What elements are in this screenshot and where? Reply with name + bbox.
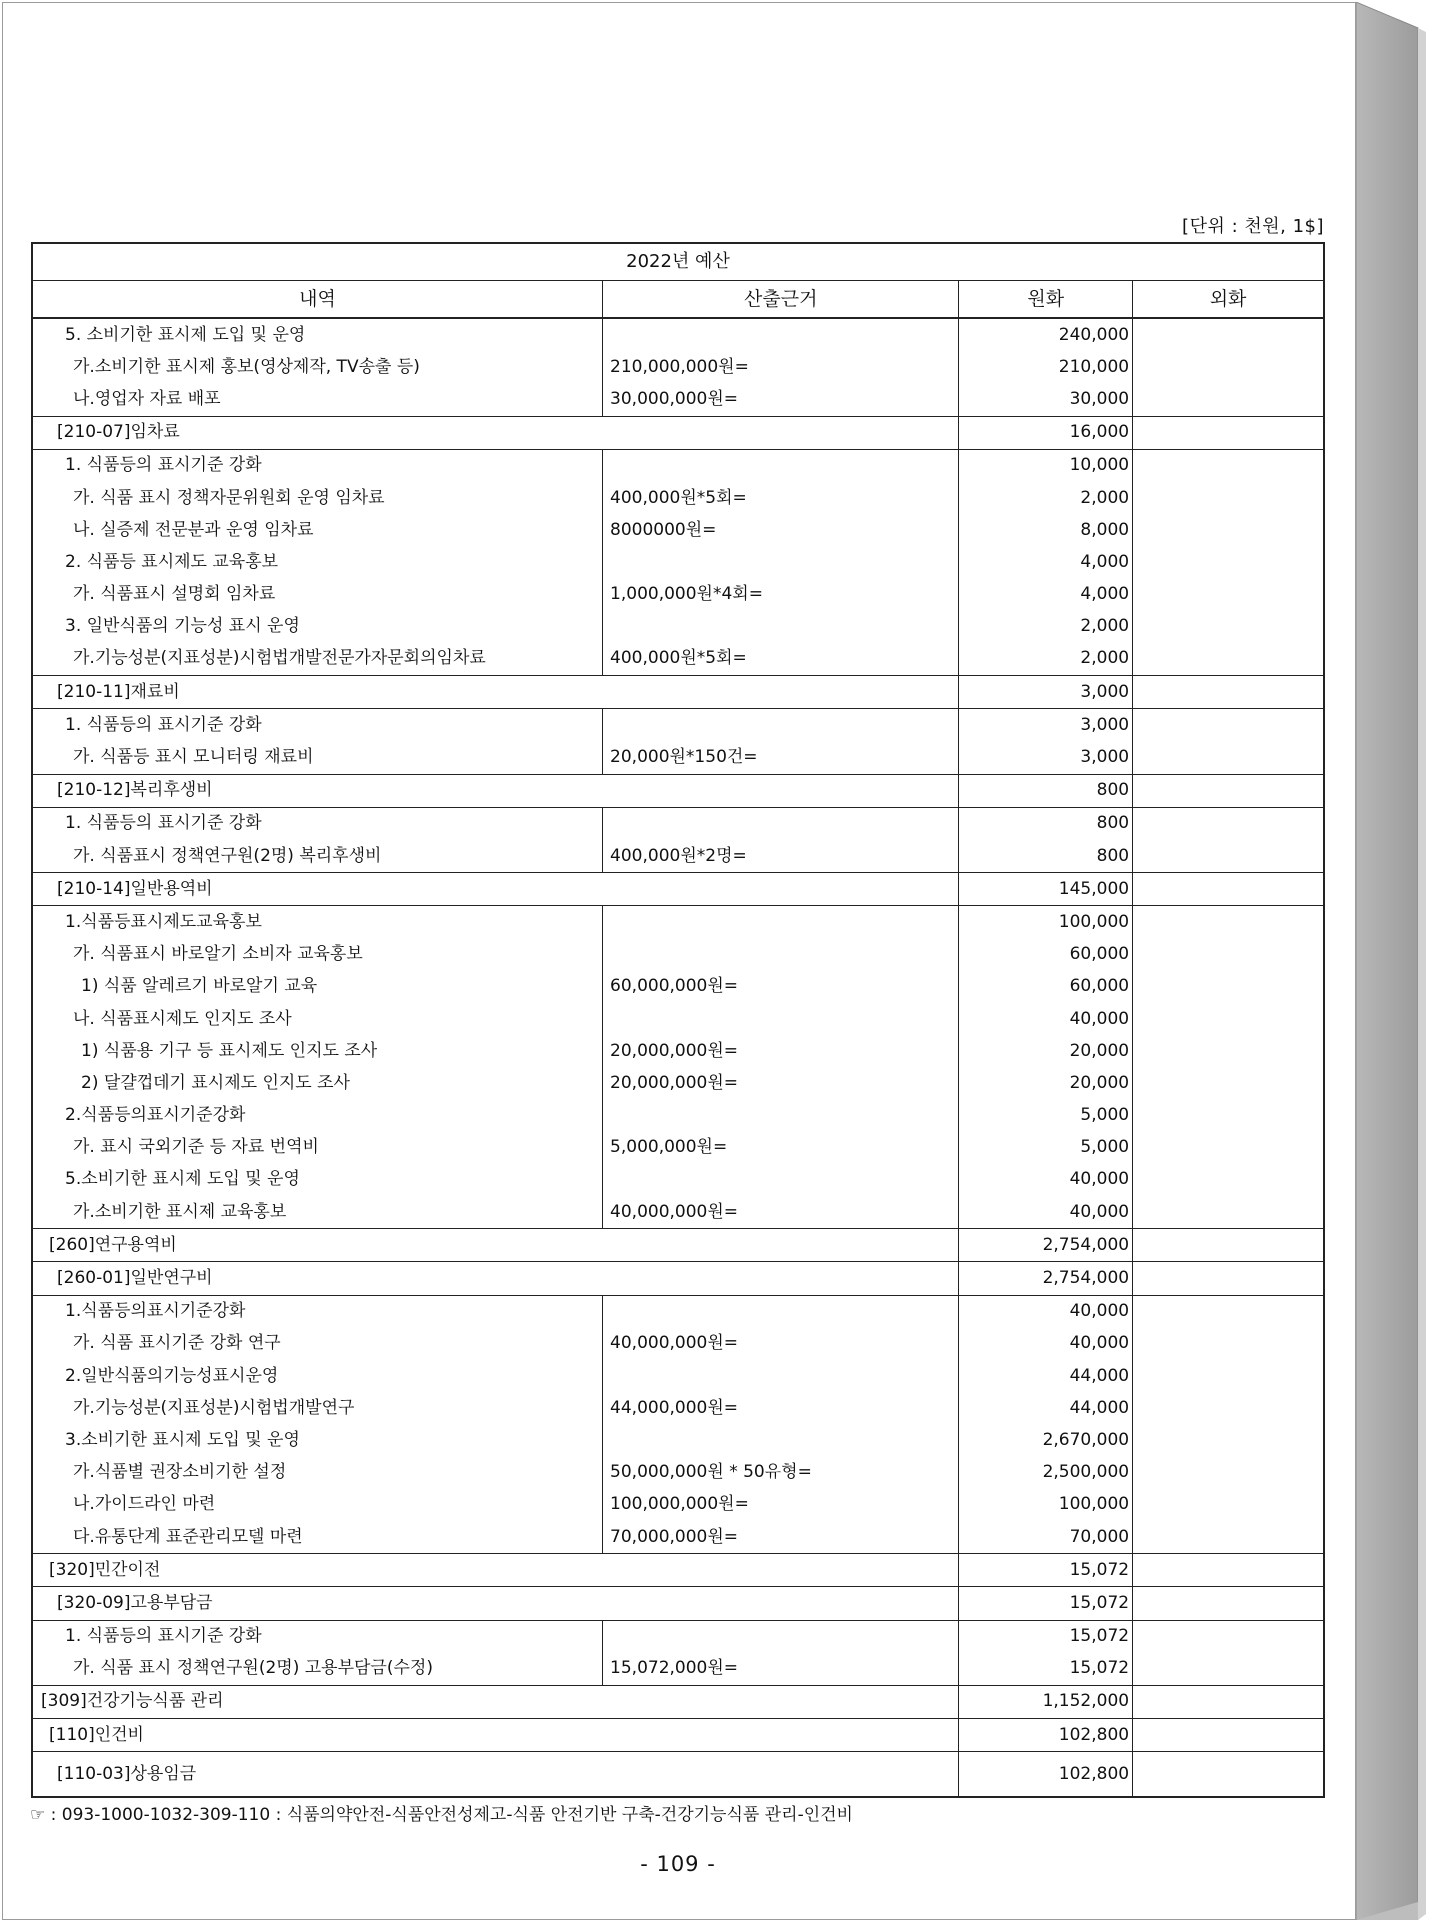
row-krw: 60,000: [959, 971, 1133, 1003]
row-desc: 나. 식품표시제도 인지도 조사: [32, 1003, 603, 1035]
row-desc: 1) 식품용 기구 등 표시제도 인지도 조사: [32, 1035, 603, 1067]
row-desc: 가. 식품등 표시 모니터링 재료비: [32, 741, 603, 774]
row-foreign: [1133, 741, 1324, 774]
row-foreign: [1133, 1392, 1324, 1424]
row-foreign: [1133, 1067, 1324, 1099]
row-desc: 나.영업자 자료 배포: [32, 383, 603, 416]
row-krw: 20,000: [959, 1035, 1133, 1067]
row-basis: [603, 939, 959, 971]
row-foreign: [1133, 1424, 1324, 1456]
table-row: [32, 611, 1324, 643]
row-krw: 2,754,000: [959, 1262, 1133, 1295]
table-row: [32, 1457, 1324, 1489]
row-desc: 가. 식품 표시 정책자문위원회 운영 임차료: [32, 482, 603, 514]
table-row: [32, 939, 1324, 971]
table-body: [32, 318, 1324, 1797]
row-foreign: [1133, 1457, 1324, 1489]
row-foreign: [1133, 1653, 1324, 1686]
table-row: [32, 1653, 1324, 1686]
row-foreign: [1133, 351, 1324, 383]
table-row: [32, 1392, 1324, 1424]
table-row: [32, 1067, 1324, 1099]
row-foreign: [1133, 906, 1324, 939]
table-row: [32, 1719, 1324, 1752]
row-basis: [603, 807, 959, 840]
row-basis: [603, 611, 959, 643]
row-krw: 800: [959, 840, 1133, 873]
row-desc: 2.식품등의표시기준강화: [32, 1100, 603, 1132]
row-desc: 가.소비기한 표시제 홍보(영상제작, TV송출 등): [32, 351, 603, 383]
row-krw: 2,670,000: [959, 1424, 1133, 1456]
row-krw: 44,000: [959, 1360, 1133, 1392]
row-krw: 40,000: [959, 1328, 1133, 1360]
row-desc: 가. 식품표시 정책연구원(2명) 복리후생비: [32, 840, 603, 873]
row-foreign: [1133, 1360, 1324, 1392]
table-row: [32, 1489, 1324, 1521]
row-basis: 40,000,000원=: [603, 1196, 959, 1229]
table-title: 2022년 예산: [32, 243, 1324, 281]
row-desc: 가. 표시 국외기준 등 자료 번역비: [32, 1132, 603, 1164]
table-row: [32, 449, 1324, 482]
row-foreign: [1133, 939, 1324, 971]
row-basis: 20,000원*150건=: [603, 741, 959, 774]
footnote: ☞ : 093-1000-1032-309-110 : 식품의약안전-식품안전성제고-식품 안전기반 구축-건강기능식품 관리-인건비: [30, 1805, 853, 1825]
row-krw: 1,152,000: [959, 1685, 1133, 1718]
row-desc: [309]건강기능식품 관리: [32, 1685, 959, 1718]
row-desc: 1.식품등의표시기준강화: [32, 1295, 603, 1328]
row-foreign: [1133, 1719, 1324, 1752]
table-row: [32, 351, 1324, 383]
row-desc: [210-12]복리후생비: [32, 774, 959, 807]
row-krw: 15,072: [959, 1653, 1133, 1686]
row-foreign: [1133, 1035, 1324, 1067]
row-basis: 60,000,000원=: [603, 971, 959, 1003]
row-foreign: [1133, 318, 1324, 351]
row-desc: [260-01]일반연구비: [32, 1262, 959, 1295]
row-krw: 8,000: [959, 514, 1133, 546]
table-row: [32, 1424, 1324, 1456]
row-foreign: [1133, 1752, 1324, 1798]
row-krw: 4,000: [959, 546, 1133, 578]
table-row: [32, 1554, 1324, 1587]
row-foreign: [1133, 1685, 1324, 1718]
row-basis: 70,000,000원=: [603, 1521, 959, 1554]
row-krw: 3,000: [959, 676, 1133, 709]
table-row: [32, 1295, 1324, 1328]
row-basis: [603, 318, 959, 351]
row-basis: 100,000,000원=: [603, 1489, 959, 1521]
table-row: [32, 1262, 1324, 1295]
row-krw: 20,000: [959, 1067, 1133, 1099]
table-row: [32, 482, 1324, 514]
row-desc: 2. 식품등 표시제도 교육홍보: [32, 546, 603, 578]
row-krw: 2,000: [959, 611, 1133, 643]
table-row: [32, 709, 1324, 742]
row-krw: 10,000: [959, 449, 1133, 482]
row-desc: 5.소비기한 표시제 도입 및 운영: [32, 1164, 603, 1196]
row-foreign: [1133, 1489, 1324, 1521]
row-basis: [603, 906, 959, 939]
row-desc: [320-09]고용부담금: [32, 1587, 959, 1620]
table-row: [32, 741, 1324, 774]
row-desc: 1. 식품등의 표시기준 강화: [32, 807, 603, 840]
unit-label: [단위 : 천원, 1$]: [1182, 216, 1324, 237]
row-desc: 가.소비기한 표시제 교육홍보: [32, 1196, 603, 1229]
row-krw: 70,000: [959, 1521, 1133, 1554]
row-krw: 102,800: [959, 1752, 1133, 1798]
row-foreign: [1133, 1229, 1324, 1262]
table-row: [32, 1328, 1324, 1360]
table-row: [32, 807, 1324, 840]
row-desc: 나. 실증제 전문분과 운영 임차료: [32, 514, 603, 546]
row-foreign: [1133, 611, 1324, 643]
table-row: [32, 1685, 1324, 1718]
row-foreign: [1133, 1587, 1324, 1620]
row-desc: 가. 식품표시 바로알기 소비자 교육홍보: [32, 939, 603, 971]
row-desc: 가.기능성분(지표성분)시험법개발전문가자문회의임차료: [32, 643, 603, 676]
row-foreign: [1133, 1554, 1324, 1587]
row-krw: 15,072: [959, 1554, 1133, 1587]
row-basis: 400,000원*2명=: [603, 840, 959, 873]
table-row: [32, 318, 1324, 351]
row-krw: 15,072: [959, 1587, 1133, 1620]
table-row: [32, 774, 1324, 807]
row-foreign: [1133, 546, 1324, 578]
row-foreign: [1133, 840, 1324, 873]
row-desc: 가. 식품표시 설명회 임차료: [32, 579, 603, 611]
row-basis: 44,000,000원=: [603, 1392, 959, 1424]
table-row: [32, 1620, 1324, 1653]
row-krw: 40,000: [959, 1003, 1133, 1035]
row-krw: 100,000: [959, 906, 1133, 939]
row-basis: 8000000원=: [603, 514, 959, 546]
row-krw: 145,000: [959, 873, 1133, 906]
row-basis: 5,000,000원=: [603, 1132, 959, 1164]
table-row: [32, 676, 1324, 709]
row-desc: [210-14]일반용역비: [32, 873, 959, 906]
row-foreign: [1133, 514, 1324, 546]
row-krw: 44,000: [959, 1392, 1133, 1424]
row-krw: 40,000: [959, 1164, 1133, 1196]
row-desc: 3. 일반식품의 기능성 표시 운영: [32, 611, 603, 643]
row-foreign: [1133, 579, 1324, 611]
row-krw: 102,800: [959, 1719, 1133, 1752]
row-basis: [603, 1003, 959, 1035]
row-foreign: [1133, 709, 1324, 742]
row-krw: 100,000: [959, 1489, 1133, 1521]
budget-table: [31, 242, 1325, 1798]
row-foreign: [1133, 1003, 1324, 1035]
row-basis: [603, 1164, 959, 1196]
row-desc: [210-07]임차료: [32, 416, 959, 449]
row-basis: [603, 1620, 959, 1653]
row-desc: 다.유통단계 표준관리모델 마련: [32, 1521, 603, 1554]
row-basis: [603, 1360, 959, 1392]
row-foreign: [1133, 676, 1324, 709]
header-foreign: 외화: [1133, 281, 1324, 319]
row-foreign: [1133, 971, 1324, 1003]
row-desc: 1) 식품 알레르기 바로알기 교육: [32, 971, 603, 1003]
row-krw: 40,000: [959, 1295, 1133, 1328]
row-foreign: [1133, 807, 1324, 840]
row-foreign: [1133, 383, 1324, 416]
row-foreign: [1133, 1262, 1324, 1295]
row-krw: 15,072: [959, 1620, 1133, 1653]
row-desc: 2) 달걀껍데기 표시제도 인지도 조사: [32, 1067, 603, 1099]
row-desc: [260]연구용역비: [32, 1229, 959, 1262]
row-desc: 2.일반식품의기능성표시운영: [32, 1360, 603, 1392]
page-stack-shadow: [1356, 2, 1448, 1920]
row-basis: 400,000원*5회=: [603, 643, 959, 676]
row-foreign: [1133, 1328, 1324, 1360]
row-krw: 4,000: [959, 579, 1133, 611]
table-row: [32, 1164, 1324, 1196]
table-title-row: [32, 243, 1324, 281]
row-basis: 40,000,000원=: [603, 1328, 959, 1360]
row-foreign: [1133, 643, 1324, 676]
row-desc: 3.소비기한 표시제 도입 및 운영: [32, 1424, 603, 1456]
row-foreign: [1133, 1620, 1324, 1653]
row-krw: 30,000: [959, 383, 1133, 416]
row-desc: [210-11]재료비: [32, 676, 959, 709]
row-desc: 1. 식품등의 표시기준 강화: [32, 1620, 603, 1653]
row-desc: 가.식품별 권장소비기한 설정: [32, 1457, 603, 1489]
row-krw: 5,000: [959, 1132, 1133, 1164]
table-row: [32, 906, 1324, 939]
row-basis: 20,000,000원=: [603, 1067, 959, 1099]
table-row: [32, 416, 1324, 449]
table-row: [32, 1752, 1324, 1798]
row-krw: 800: [959, 774, 1133, 807]
row-desc: 나.가이드라인 마련: [32, 1489, 603, 1521]
row-desc: 가.기능성분(지표성분)시험법개발연구: [32, 1392, 603, 1424]
row-foreign: [1133, 1521, 1324, 1554]
table-header-row: [32, 281, 1324, 319]
table-row: [32, 1587, 1324, 1620]
row-foreign: [1133, 1295, 1324, 1328]
row-foreign: [1133, 873, 1324, 906]
row-desc: [110-03]상용임금: [32, 1752, 959, 1798]
row-krw: 210,000: [959, 351, 1133, 383]
table-row: [32, 643, 1324, 676]
row-foreign: [1133, 1100, 1324, 1132]
table-row: [32, 1521, 1324, 1554]
table-row: [32, 579, 1324, 611]
row-foreign: [1133, 449, 1324, 482]
row-foreign: [1133, 416, 1324, 449]
table-row: [32, 546, 1324, 578]
row-krw: 16,000: [959, 416, 1133, 449]
row-krw: 2,000: [959, 482, 1133, 514]
row-desc: 1. 식품등의 표시기준 강화: [32, 449, 603, 482]
row-krw: 2,000: [959, 643, 1133, 676]
row-krw: 2,500,000: [959, 1457, 1133, 1489]
table-row: [32, 1229, 1324, 1262]
table-row: [32, 1196, 1324, 1229]
row-krw: 40,000: [959, 1196, 1133, 1229]
row-foreign: [1133, 1196, 1324, 1229]
row-krw: 2,754,000: [959, 1229, 1133, 1262]
table-row: [32, 971, 1324, 1003]
row-basis: [603, 1295, 959, 1328]
row-krw: 800: [959, 807, 1133, 840]
row-basis: [603, 709, 959, 742]
row-krw: 3,000: [959, 709, 1133, 742]
row-basis: 50,000,000원 * 50유형=: [603, 1457, 959, 1489]
table-row: [32, 1003, 1324, 1035]
row-foreign: [1133, 774, 1324, 807]
row-desc: 가. 식품 표시 정책연구원(2명) 고용부담금(수정): [32, 1653, 603, 1686]
row-basis: 210,000,000원=: [603, 351, 959, 383]
table-row: [32, 383, 1324, 416]
row-basis: [603, 1424, 959, 1456]
header-basis: 산출근거: [603, 281, 959, 319]
row-krw: 60,000: [959, 939, 1133, 971]
table-row: [32, 840, 1324, 873]
row-basis: 1,000,000원*4회=: [603, 579, 959, 611]
row-desc: 1. 식품등의 표시기준 강화: [32, 709, 603, 742]
row-desc: [320]민간이전: [32, 1554, 959, 1587]
row-krw: 3,000: [959, 741, 1133, 774]
row-desc: 5. 소비기한 표시제 도입 및 운영: [32, 318, 603, 351]
page-number: - 109 -: [640, 1852, 716, 1876]
table-row: [32, 873, 1324, 906]
table-row: [32, 1360, 1324, 1392]
row-foreign: [1133, 482, 1324, 514]
table-row: [32, 1035, 1324, 1067]
row-foreign: [1133, 1164, 1324, 1196]
row-desc: 1.식품등표시제도교육홍보: [32, 906, 603, 939]
row-basis: 15,072,000원=: [603, 1653, 959, 1686]
row-krw: 5,000: [959, 1100, 1133, 1132]
row-basis: [603, 546, 959, 578]
table-row: [32, 1132, 1324, 1164]
row-krw: 240,000: [959, 318, 1133, 351]
header-desc: 내역: [32, 281, 603, 319]
row-basis: [603, 449, 959, 482]
table-row: [32, 1100, 1324, 1132]
row-desc: 가. 식품 표시기준 강화 연구: [32, 1328, 603, 1360]
row-desc: [110]인건비: [32, 1719, 959, 1752]
row-basis: [603, 1100, 959, 1132]
row-basis: 400,000원*5회=: [603, 482, 959, 514]
row-foreign: [1133, 1132, 1324, 1164]
table-row: [32, 514, 1324, 546]
row-basis: 30,000,000원=: [603, 383, 959, 416]
header-krw: 원화: [959, 281, 1133, 319]
row-basis: 20,000,000원=: [603, 1035, 959, 1067]
